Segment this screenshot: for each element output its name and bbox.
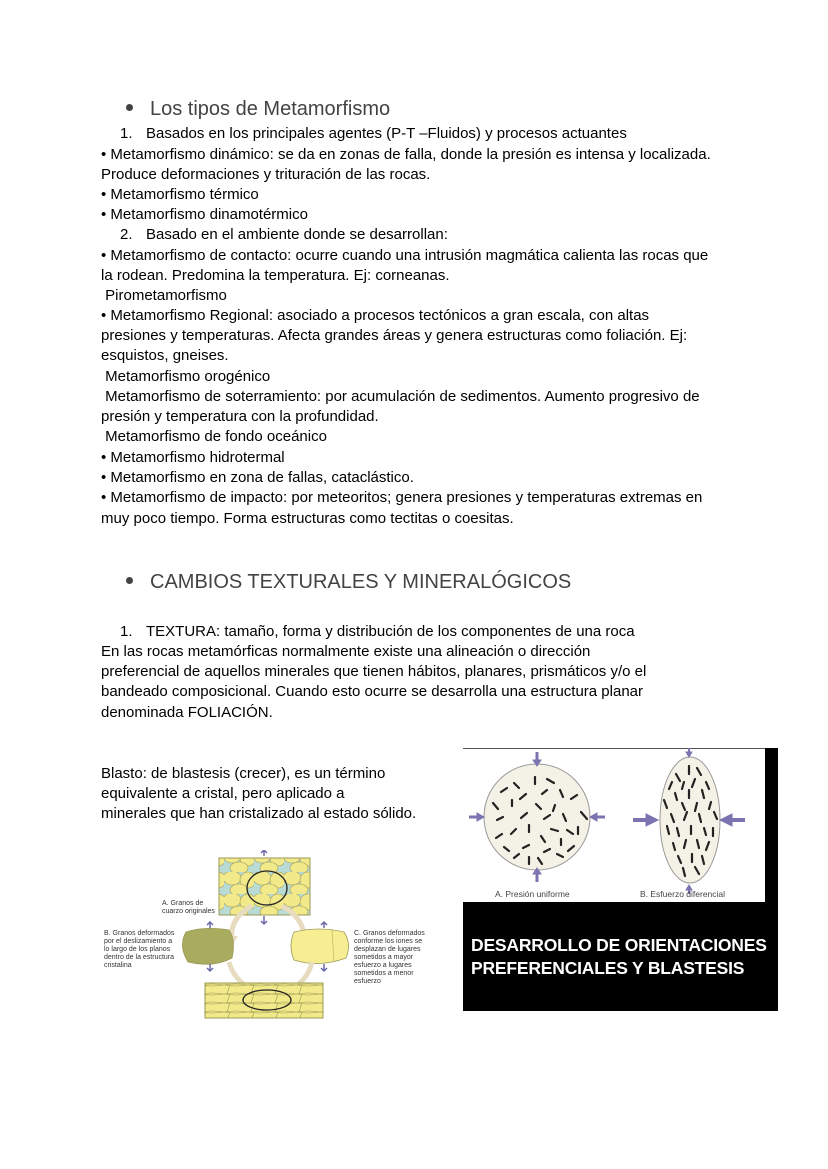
caption-a: A. Granos de cuarzo originales	[162, 900, 215, 915]
item-number: 1.	[120, 125, 133, 142]
banner-line-1: DESARROLLO DE ORIENTACIONES	[471, 935, 767, 955]
paragraph-line: • Metamorfismo dinamotérmico	[101, 206, 308, 223]
item-text: Basados en los principales agentes (P-T –Fluidos) y procesos actuantes	[146, 125, 627, 142]
paragraph-line: denominada FOLIACIÓN.	[101, 704, 273, 721]
section-heading-tipos	[126, 98, 390, 121]
paragraph-line: la rodean. Predomina la temperatura. Ej: corneanas.	[101, 267, 450, 284]
paragraph-line: preferencial de aquellos minerales que tienen hábitos, planares, prismáticos y/o el	[101, 663, 647, 680]
paragraph-line: Pirometamorfismo	[101, 287, 227, 304]
paragraph-line: En las rocas metamórficas normalmente existe una alineación o dirección	[101, 643, 591, 660]
blasto-line: Blasto: de blastesis (crecer), es un término	[101, 765, 386, 782]
paragraph-line: • Metamorfismo de impacto: por meteoritos; genera presiones y temperaturas extremas en	[101, 489, 703, 506]
caption-c: C. Granos deformados conforme los iones se desplazan de lugares sometidos a mayor esfuerzo a lugares sometidos a menor esfuerzo	[354, 930, 425, 985]
item-number: 2.	[120, 226, 133, 243]
paragraph-line: • Metamorfismo térmico	[101, 186, 259, 203]
numbered-item	[120, 622, 635, 642]
item-text: TEXTURA: tamaño, forma y distribución de los componentes de una roca	[146, 623, 635, 640]
numbered-item	[120, 124, 627, 144]
label-esfuerzo-diferencial: B. Esfuerzo diferencial	[640, 889, 726, 899]
paragraph-line: • Metamorfismo de contacto: ocurre cuando una intrusión magmática calienta las rocas que	[101, 247, 709, 264]
paragraph-line: presiones y temperaturas. Afecta grandes áreas y genera estructuras como foliación. Ej:	[101, 327, 688, 344]
bullet-icon	[126, 577, 133, 584]
item-number: 1.	[120, 623, 133, 640]
figure-quartz-deformation	[104, 850, 430, 1020]
numbered-item	[120, 225, 448, 245]
heading-text: CAMBIOS TEXTURALES Y MINERALÓGICOS	[150, 571, 572, 593]
paragraph-line: • Metamorfismo Regional: asociado a procesos tectónicos a gran escala, con altas	[101, 307, 650, 324]
orientation-diagram	[463, 748, 765, 902]
paragraph-line: Metamorfismo orogénico	[101, 368, 271, 385]
section-heading-cambios	[126, 571, 571, 594]
paragraph-line: • Metamorfismo dinámico: se da en zonas de falla, donde la presión es intensa y localizada.	[101, 146, 711, 163]
paragraph-line: presión y temperatura con la profundidad.	[101, 408, 379, 425]
label-presion-uniforme: A. Presión uniforme	[495, 889, 570, 899]
paragraph-line: Produce deformaciones y trituración de las rocas.	[101, 166, 431, 183]
banner-line-2: PREFERENCIALES Y BLASTESIS	[471, 958, 745, 978]
paragraph-line: Metamorfismo de fondo oceánico	[101, 428, 327, 445]
paragraph-line: • Metamorfismo hidrotermal	[101, 449, 285, 466]
item-text: Basado en el ambiente donde se desarrollan:	[146, 226, 448, 243]
blasto-line: minerales que han cristalizado al estado sólido.	[101, 805, 417, 822]
paragraph-line: esquistos, gneises.	[101, 347, 229, 364]
figure-orientation-blastesis	[463, 748, 778, 1011]
caption-b: B. Granos deformados por el deslizamiento a lo largo de los planos dentro de la estructura cristalina	[104, 930, 175, 969]
heading-text: Los tipos de Metamorfismo	[150, 98, 391, 120]
blasto-line: equivalente a cristal, pero aplicado a	[101, 785, 345, 802]
bullet-icon	[126, 104, 133, 111]
paragraph-line: Metamorfismo de soterramiento: por acumulación de sedimentos. Aumento progresivo de	[101, 388, 700, 405]
paragraph-line: muy poco tiempo. Forma estructuras como tectitas o coesitas.	[101, 510, 514, 527]
paragraph-line: bandeado composicional. Cuando esto ocurre se desarrolla una estructura planar	[101, 683, 643, 700]
paragraph-line: • Metamorfismo en zona de fallas, cataclástico.	[101, 469, 414, 486]
banner-title	[471, 934, 767, 980]
